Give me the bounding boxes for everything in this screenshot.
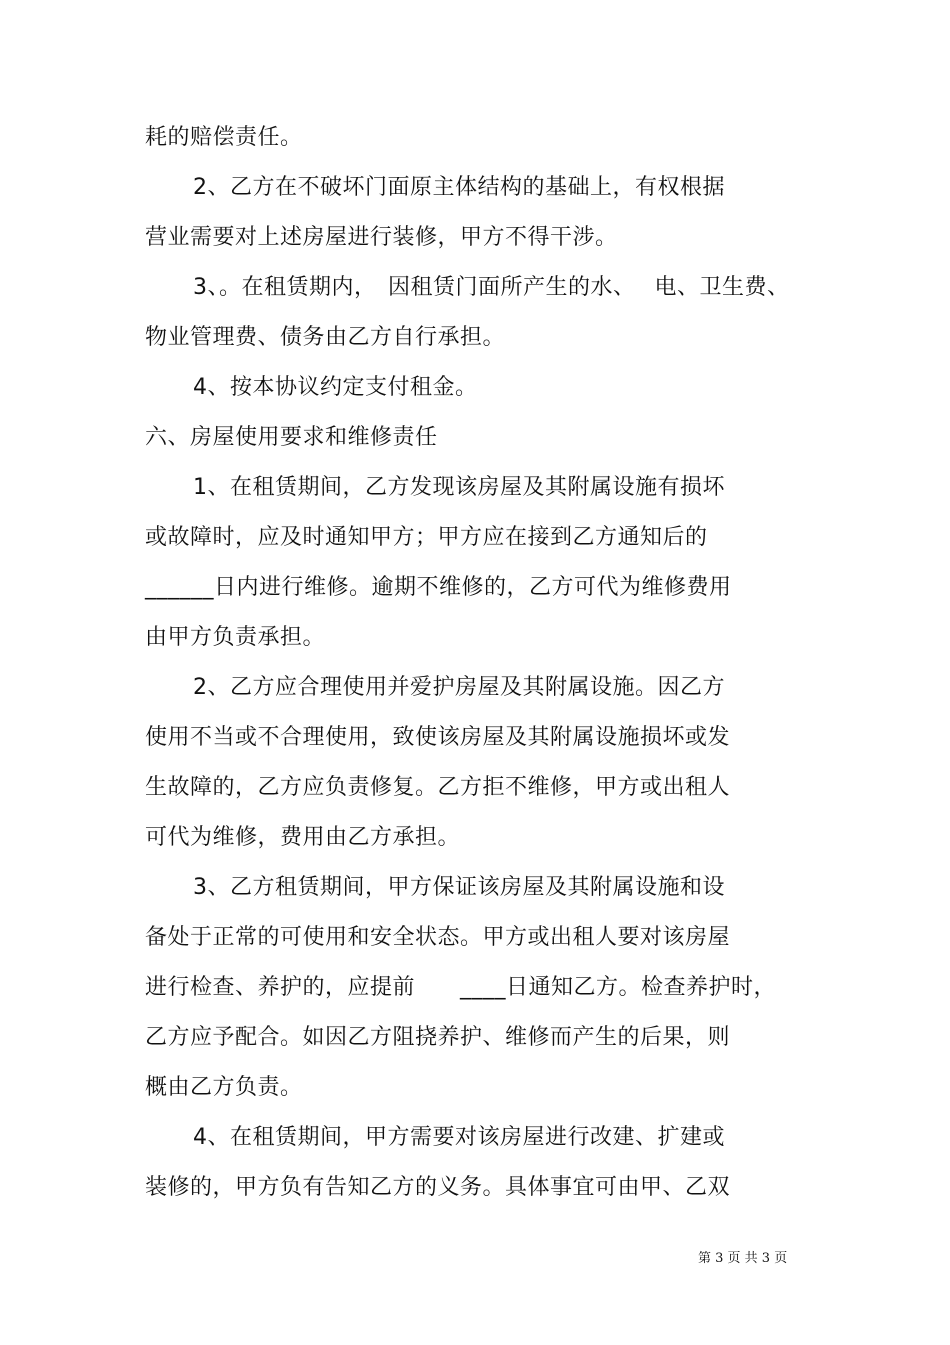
text-line: 或故障时，应及时通知甲方；甲方应在接到乙方通知后的: [145, 525, 708, 550]
text-line: 生故障的，乙方应负责修复。乙方拒不维修，甲方或出租人: [145, 775, 731, 800]
text-line: 营业需要对上述房屋进行装修，甲方不得干涉。: [145, 225, 618, 250]
text-line: 2、乙方在不破坏门面原主体结构的基础上，有权根据: [193, 175, 725, 200]
text-line: 物业管理费、债务由乙方自行承担。: [145, 325, 506, 350]
section-heading: 六、房屋使用要求和维修责任: [145, 425, 438, 450]
text-line: 乙方应予配合。如因乙方阻挠养护、维修而产生的后果，则: [145, 1025, 731, 1050]
text-line: 4、在租赁期间，甲方需要对该房屋进行改建、扩建或: [193, 1125, 725, 1150]
page-number-footer: 第 3 页 共 3 页: [698, 1251, 788, 1266]
text-line: ______日内进行维修。逾期不维修的，乙方可代为维修费用: [145, 575, 732, 600]
text-line: 装修的，甲方负有告知乙方的义务。具体事宜可由甲、乙双: [145, 1175, 731, 1200]
text-line: 3、。在租赁期内， 因租赁门面所产生的水、 电、卫生费、: [193, 275, 790, 300]
text-line: 耗的赔偿责任。: [145, 125, 303, 150]
text-line: 2、乙方应合理使用并爱护房屋及其附属设施。因乙方: [193, 675, 725, 700]
text-line: 可代为维修，费用由乙方承担。: [145, 825, 461, 850]
text-line: 备处于正常的可使用和安全状态。甲方或出租人要对该房屋: [145, 925, 731, 950]
text-line: 概由乙方负责。: [145, 1075, 303, 1100]
text-line: 由甲方负责承担。: [145, 625, 326, 650]
text-line: 3、乙方租赁期间，甲方保证该房屋及其附属设施和设: [193, 875, 725, 900]
text-line: 进行检查、养护的，应提前 ____日通知乙方。检查养护时，: [145, 975, 777, 1000]
text-line: 使用不当或不合理使用，致使该房屋及其附属设施损坏或发: [145, 725, 731, 750]
text-line: 4、按本协议约定支付租金。: [193, 375, 478, 400]
text-line: 1、在租赁期间，乙方发现该房屋及其附属设施有损坏: [193, 475, 725, 500]
